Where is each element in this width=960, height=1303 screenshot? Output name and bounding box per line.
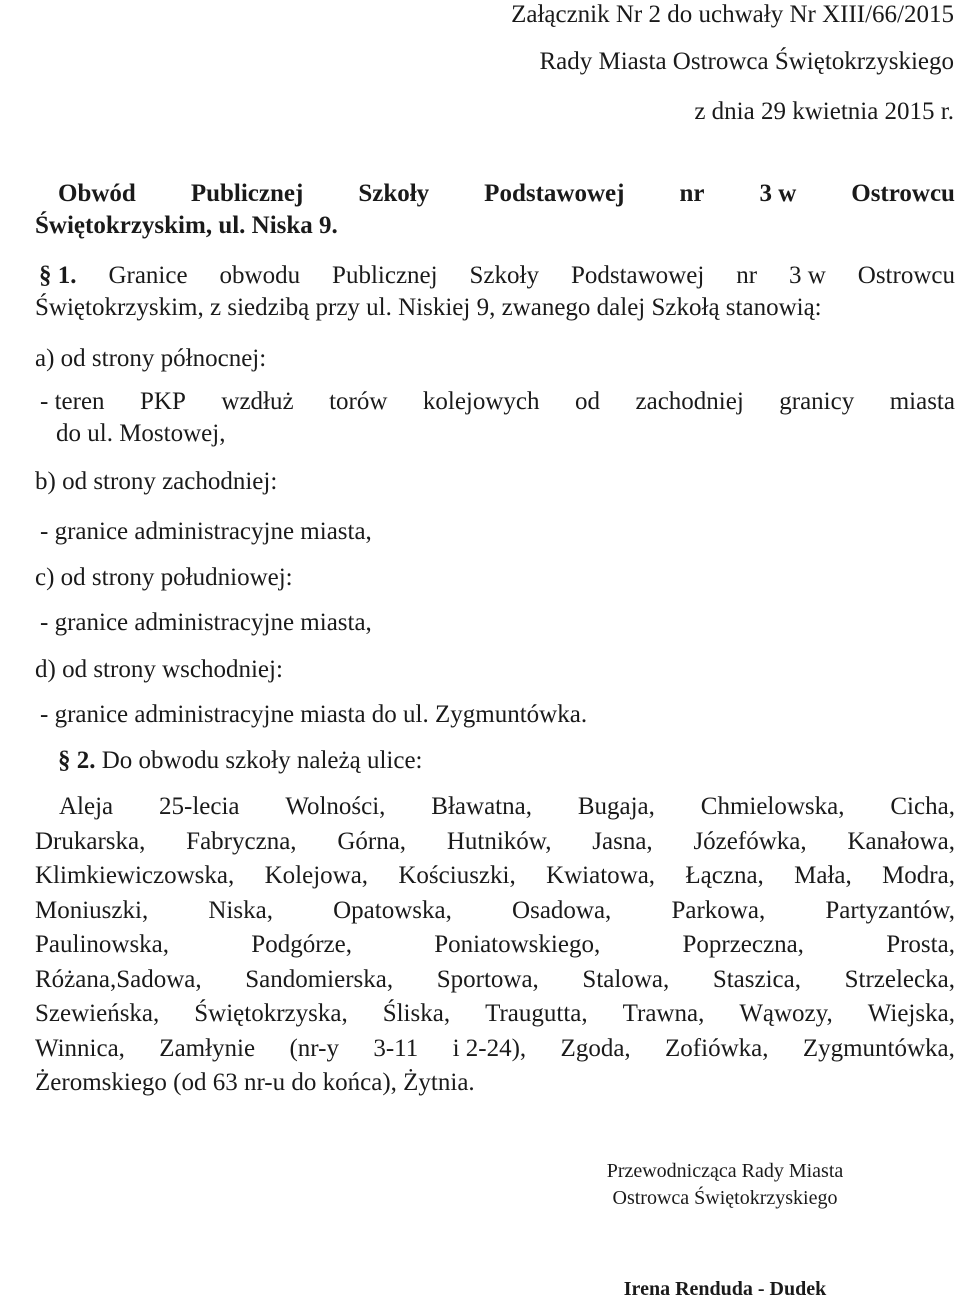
street-name: Jasna, bbox=[592, 827, 653, 855]
street-name: Zamłynie bbox=[159, 1034, 256, 1062]
boundary-south-label: c) od strony południowej: bbox=[35, 564, 293, 591]
street-name: Sandomierska, bbox=[245, 965, 394, 993]
street-name: 25-lecia bbox=[159, 793, 240, 820]
street-line bbox=[35, 997, 955, 1032]
title-word: Szkoły bbox=[358, 180, 430, 207]
street-line bbox=[35, 963, 955, 998]
header-line-1: Załącznik Nr 2 do uchwały Nr XIII/66/2015 bbox=[511, 1, 954, 28]
street-name: Trawna, bbox=[622, 1000, 705, 1027]
street-name: 3-11 bbox=[373, 1034, 419, 1062]
section-1-word: nr bbox=[736, 262, 758, 289]
section-1-word: Publicznej bbox=[332, 262, 438, 289]
street-name: Poprzeczna, bbox=[682, 931, 804, 958]
boundary-west-item: - granice administracyjne miasta, bbox=[40, 518, 372, 545]
title-line-2: Świętokrzyskim, ul. Niska 9. bbox=[35, 212, 338, 239]
title-word: nr bbox=[679, 180, 705, 207]
street-name: Wiejska, bbox=[867, 1000, 955, 1027]
section-2-intro bbox=[58, 745, 423, 777]
section-2-mark: § 2. bbox=[58, 747, 96, 774]
street-name: Aleja bbox=[59, 793, 114, 820]
boundary-south-item: - granice administracyjne miasta, bbox=[40, 609, 372, 636]
street-name: Winnica, bbox=[35, 1034, 125, 1062]
street-name: Sportowa, bbox=[436, 965, 539, 993]
boundary-word: PKP bbox=[140, 388, 186, 415]
document-title bbox=[35, 178, 955, 242]
street-line bbox=[35, 1032, 955, 1067]
street-name: Bławatna, bbox=[431, 793, 532, 820]
boundary-west-label: b) od strony zachodniej: bbox=[35, 468, 278, 495]
street-line bbox=[35, 790, 955, 825]
street-name: Traugutta, bbox=[485, 1000, 588, 1027]
street-name: Górna, bbox=[337, 827, 407, 855]
street-name: Klimkiewiczowska, bbox=[35, 862, 235, 889]
street-name: Paulinowska, bbox=[35, 931, 170, 958]
title-word: Obwód bbox=[58, 180, 136, 207]
section-1-word: Podstawowej bbox=[570, 262, 705, 289]
header-line-3: z dnia 29 kwietnia 2015 r. bbox=[694, 98, 954, 125]
section-1-mark: § 1. bbox=[39, 262, 77, 289]
street-name: i 2-24), bbox=[452, 1034, 527, 1062]
street-name: Kościuszki, bbox=[398, 862, 516, 889]
boundary-north-item-line-1 bbox=[40, 386, 955, 418]
section-1-word: Szkoły bbox=[469, 262, 539, 289]
boundary-word: torów bbox=[329, 388, 388, 415]
section-1-word: Ostrowcu bbox=[857, 262, 955, 289]
section-1-word: 3 w bbox=[789, 262, 826, 289]
title-word: Podstawowej bbox=[484, 180, 625, 207]
section-1-line-2: Świętokrzyskim, z siedzibą przy ul. Niskiej 9, zwanego dalej Szkołą stanowią: bbox=[35, 294, 822, 321]
street-line bbox=[35, 825, 955, 860]
street-name: (nr-y bbox=[289, 1034, 339, 1062]
section-1-line-1 bbox=[35, 260, 955, 292]
boundary-east-item: - granice administracyjne miasta do ul. Zygmuntówka. bbox=[40, 701, 588, 728]
boundary-word: wzdłuż bbox=[221, 388, 294, 415]
street-name: Józefówka, bbox=[693, 827, 807, 855]
street-name: Zofiówka, bbox=[665, 1034, 769, 1062]
street-name: Partyzantów, bbox=[825, 896, 955, 924]
street-name: Hutników, bbox=[446, 827, 552, 855]
street-name: Niska, bbox=[208, 896, 273, 924]
title-word: Publicznej bbox=[190, 180, 304, 207]
boundary-word: miasta bbox=[889, 388, 955, 415]
street-line bbox=[35, 928, 955, 963]
boundary-north-item bbox=[40, 386, 955, 450]
section-2-text: Do obwodu szkoły należą ulice: bbox=[101, 747, 423, 774]
section-1-intro bbox=[35, 260, 955, 324]
boundary-word: od bbox=[575, 388, 601, 415]
street-name: Świętokrzyska, bbox=[194, 1000, 348, 1027]
signature-role-line-2: Ostrowca Świętokrzyskiego bbox=[612, 1187, 838, 1209]
street-name: Śliska, bbox=[382, 1000, 451, 1027]
street-name: Zgoda, bbox=[560, 1034, 631, 1062]
street-name: Prosta, bbox=[886, 931, 955, 958]
boundary-word: granicy bbox=[779, 388, 855, 415]
boundary-word: - teren bbox=[40, 388, 105, 415]
street-name: Zygmuntówka, bbox=[802, 1034, 955, 1062]
street-name: Podgórze, bbox=[251, 931, 352, 958]
street-name: Szewieńska, bbox=[35, 1000, 160, 1027]
street-name: Modra, bbox=[882, 862, 955, 889]
street-line bbox=[35, 894, 955, 929]
street-name: Wąwozy, bbox=[739, 1000, 833, 1027]
header-line-2: Rady Miasta Ostrowca Świętokrzyskiego bbox=[539, 48, 954, 75]
street-name: Osadowa, bbox=[512, 896, 612, 924]
street-name: Bugaja, bbox=[577, 793, 655, 820]
boundary-word: kolejowych bbox=[422, 388, 540, 415]
street-name: Strzelecka, bbox=[844, 965, 955, 993]
boundary-north-label: a) od strony północnej: bbox=[35, 345, 267, 372]
section-1-word: Granice bbox=[108, 262, 188, 289]
boundary-north-item-line-2: do ul. Mostowej, bbox=[56, 420, 226, 447]
street-name: Parkowa, bbox=[671, 896, 766, 924]
street-name: Kanałowa, bbox=[847, 827, 955, 855]
street-name: Wolności, bbox=[285, 793, 386, 820]
signature-role-line-1: Przewodnicząca Rady Miasta bbox=[606, 1160, 844, 1182]
street-list bbox=[35, 790, 955, 1101]
boundary-word: zachodniej bbox=[635, 388, 744, 415]
street-name: Opatowska, bbox=[333, 896, 452, 924]
street-name: Łączna, bbox=[685, 862, 764, 889]
street-name: Chmielowska, bbox=[700, 793, 845, 820]
section-1-word: obwodu bbox=[219, 262, 301, 289]
title-word: Ostrowcu bbox=[851, 180, 955, 207]
street-line bbox=[35, 859, 955, 894]
boundary-east-label: d) od strony wschodniej: bbox=[35, 656, 283, 683]
street-name: Różana,Sadowa, bbox=[35, 965, 202, 993]
street-name: Fabryczna, bbox=[186, 827, 297, 855]
title-word: 3 w bbox=[759, 180, 797, 207]
street-name: Stalowa, bbox=[582, 965, 670, 993]
street-line-last: Żeromskiego (od 63 nr-u do końca), Żytnia. bbox=[35, 1069, 475, 1096]
street-name: Drukarska, bbox=[35, 827, 146, 855]
street-name: Poniatowskiego, bbox=[434, 931, 601, 958]
street-name: Kolejowa, bbox=[264, 862, 369, 889]
street-name: Moniuszki, bbox=[35, 896, 149, 924]
signer-name: Irena Renduda - Dudek bbox=[623, 1278, 827, 1300]
street-name: Cicha, bbox=[890, 793, 955, 820]
street-name: Mała, bbox=[794, 862, 852, 889]
street-name: Kwiatowa, bbox=[546, 862, 656, 889]
street-name: Staszica, bbox=[712, 965, 801, 993]
title-line-1 bbox=[35, 178, 955, 210]
